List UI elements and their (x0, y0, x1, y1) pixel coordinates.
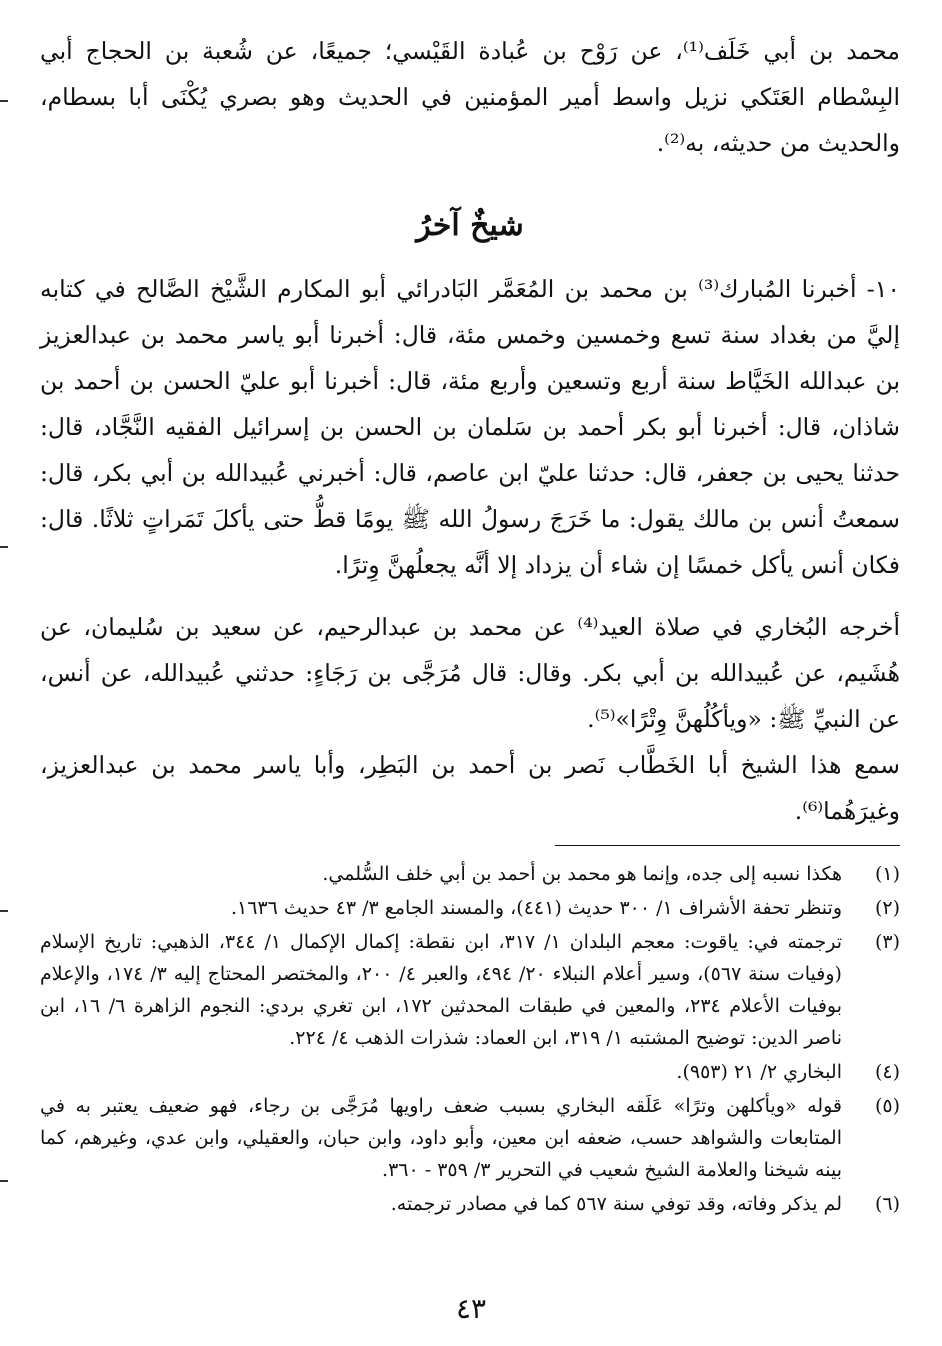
footnote-text: هكذا نسبه إلى جده، وإنما هو محمد بن أحمد بن أبي خلف السُّلمي. (322, 863, 842, 885)
footnote (40, 926, 900, 1054)
footnote-number: (٥) (874, 1095, 900, 1117)
footnote-text: البخاري ٢/ ٢١ (٩٥٣). (676, 1061, 842, 1083)
footnote-number: (١) (874, 863, 900, 885)
scan-mark (0, 1180, 8, 1182)
takhrij-paragraph: أخرجه البُخاري في صلاة العيد⁽⁴⁾ عن محمد بن عبدالرحيم، عن سعيد بن سُليمان، عن هُشَيم، عن عُبيدالله بن أبي بكر. وقال: قال مُرَجَّى بن رَجَاءٍ: حدثني عُبيدالله، عن أنس، عن النبيِّ ﷺ: «ويأكُلُهنَّ وِتْرًا»⁽⁵⁾. (40, 613, 901, 733)
footnote-number: (٤) (874, 1061, 900, 1083)
scan-mark (0, 100, 8, 102)
hadith-paragraph: ١٠- أخبرنا المُبارك⁽³⁾ بن محمد بن المُعَمَّر البَادرائي أبو المكارم الشَّيْخ الصَّالح في كتابه إليَّ من بغداد سنة تسع وخمسين وخمس مئة، قال: أخبرنا أبو ياسر محمد بن عبدالعزيز بن عبدالله الخَيَّاط سنة أربع وتسعين وأربع مئة، قال: أخبرنا أبو عليّ الحسن بن أحمد بن شاذان، قال: أخبرنا أبو بكر أحمد بن سَلمان بن الحسن بن إسرائيل الفقيه النَّجَّاد، قال: حدثنا يحيى بن جعفر، قال: حدثنا عليّ ابن عاصم، قال: أخبرني عُبيدالله بن أبي بكر، قال: سمعتُ أنس بن مالك يقول: ما خَرَجَ رسولُ الله ﷺ يومًا قطُّ حتى يأكلَ تَمَراتٍ ثلاثًا. قال: فكان أنس يأكل خمسًا إن شاء أن يزداد إلا أنَّه يجعلُهنَّ وِترًا. (40, 275, 900, 579)
footnote-divider (555, 845, 900, 846)
footnotes (40, 858, 900, 1222)
footnote-text: لم يذكر وفاته، وقد توفي سنة ٥٦٧ كما في مصادر ترجمته. (390, 1193, 842, 1215)
footnote (40, 1188, 900, 1220)
footnote (40, 858, 900, 890)
footnote-text: قوله «ويأكلهن وترًا» عَلَقه البخاري بسبب ضعف راويها مُرَجَّى بن رجاء، فهو ضعيف يعتبر به في المتابعات والشواهد حسب، ضعفه ابن معين، وأبو داود، وابن حبان، والعقيلي، وابن عدي، وغيرهم، كما بينه شيخنا والعلامة الشيخ شعيب في التحرير ٣/ ٣٥٩ - ٣٦٠. (40, 1095, 842, 1181)
main-text (40, 28, 900, 834)
footnote-text: وتنظر تحفة الأشراف ١/ ٣٠٠ حديث (٤٤١)، والمسند الجامع ٣/ ٤٣ حديث ١٦٣٦. (231, 897, 842, 919)
footnote-number: (٣) (874, 931, 900, 953)
sama-paragraph: سمع هذا الشيخ أبا الخَطَّاب نَصر بن أحمد بن البَطِر، وأبا ياسر محمد بن عبدالعزيز، وغيرَهُما⁽⁶⁾. (40, 751, 900, 825)
page-number: ٤٣ (455, 1292, 487, 1325)
section-heading: شيخٌ آخرُ (416, 208, 524, 243)
footnote (40, 1090, 900, 1186)
footnote (40, 1056, 900, 1088)
footnote-text: ترجمته في: ياقوت: معجم البلدان ١/ ٣١٧، ابن نقطة: إكمال الإكمال ١/ ٣٤٤، الذهبي: تاريخ الإسلام (وفيات سنة ٥٦٧)، وسير أعلام النبلاء ٢٠/ ٤٩٤، والعبر ٤/ ٢٠٠، والمختصر المحتاج إليه ٣/ ١٧٤، والإعلام بوفيات الأعلام ٢٣٤، والمعين في طبقات المحدثين ١٧٢، ابن تغري بردي: النجوم الزاهرة ٦/ ١٦، ابن ناصر الدين: توضيح المشتبه ١/ ٣١٩، ابن العماد: شذرات الذهب ٤/ ٢٢٤. (40, 931, 843, 1049)
footnote-number: (٢) (874, 897, 900, 919)
scan-mark (0, 910, 8, 912)
footnote (40, 892, 900, 924)
scan-mark (0, 546, 8, 548)
intro-paragraph: محمد بن أبي خَلَف⁽¹⁾، عن رَوْح بن عُبادة القَيْسي؛ جميعًا، عن شُعبة بن الحجاج أبي البِسْطام العَتَكي نزيل واسط أمير المؤمنين في الحديث وهو بصري يُكْنَى أبا بسطام، والحديث من حديثه، به⁽²⁾. (40, 37, 900, 157)
footnote-number: (٦) (874, 1193, 900, 1215)
